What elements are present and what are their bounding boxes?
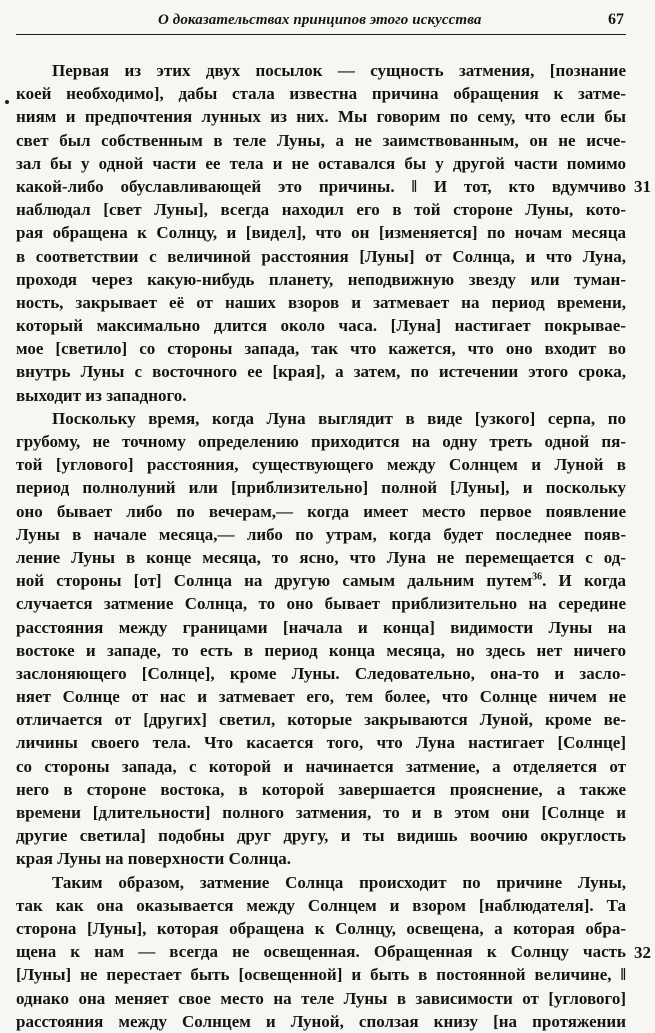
text-line: который максимально длится около часа. [Луна] настигает покрывае- (16, 316, 626, 336)
text-line: него в стороне востока, в которой завершается прояснение, а также (16, 779, 626, 799)
text-line-part: . И когда (542, 571, 626, 591)
running-title: О доказательствах принципов этого искусства (158, 12, 482, 28)
text-line-with-footnote (16, 569, 626, 592)
text-line: востоке и западе, то есть в период конца месяца, но здесь нет ничего (16, 640, 626, 660)
text-line: оно бывает либо по вечерам,— когда имеет место первое появление (16, 501, 626, 521)
text-line: однако она меняет свое место на теле Луны в зависимости от [углового] (16, 988, 626, 1008)
text-line: Поскольку время, когда Луна выглядит в виде [узкого] серпа, по (52, 408, 626, 428)
text-line: той [углового] расстояния, существующего между Солнцем и Луной в (16, 455, 626, 475)
text-line: другие светила] подобны друг другу, и ты видишь воочию округлость (16, 826, 626, 846)
text-line: рая обращена к Солнцу, и [видел], что он [изменяется] по ночам месяца (16, 223, 626, 243)
text-line: ность, закрывает её от наших взоров и затмевает на период времени, (16, 292, 626, 312)
text-line: мое [светило] со стороны запада, так что кажется, что оно входит во (16, 339, 626, 359)
text-line: расстояния между Солнцем и Луной, сползая книзу [на протяжении (16, 1011, 626, 1031)
text-line: ниям и предпочтения лунных из них. Мы говорим по сему, что если бы (16, 107, 626, 127)
text-line: случается затмение Солнца, то оно бывает приблизительно на середине (16, 594, 626, 614)
body-text (16, 59, 626, 1033)
text-line: выходит из западного. (16, 385, 187, 405)
footnote-reference[interactable]: 36 (532, 571, 543, 583)
text-line: грубому, не точному определению приходится на одну треть одной пя- (16, 432, 626, 451)
text-line: наблюдал [свет Луны], всегда находил его в той стороне Луны, кото- (16, 200, 626, 220)
margin-number-31: 31 (634, 177, 651, 196)
page-number: 67 (608, 11, 624, 28)
text-line: [Луны] не перестает быть [освещенной] и быть в постоянной величине, ‖ (16, 965, 626, 985)
margin-dot-mark (5, 100, 9, 104)
text-line: ление Луны в конце месяца, то ясно, что Луна не перемещается с од- (16, 547, 626, 567)
text-line: со стороны запада, с которой и начинается затмение, а отделяется от (16, 756, 626, 776)
text-line: Таким образом, затмение Солнца происходит по причине Луны, (52, 872, 626, 892)
text-line: свет был собственным в теле Луны, а не заимствованным, он не исче- (16, 130, 626, 150)
text-line: заслоняющего [Солнце], кроме Луны. Следовательно, она-то и засло- (16, 663, 626, 683)
text-line: щена к нам — всегда не освещенная. Обращенная к Солнцу часть (16, 942, 626, 962)
text-line: коей необходимо], дабы стала известна причина обращения к затме- (16, 84, 626, 104)
text-line: так как она оказывается между Солнцем и взором [наблюдателя]. Та (16, 895, 626, 915)
text-line: внутрь Луны с восточного ее [края], а затем, по истечении этого срока, (16, 362, 626, 382)
text-line: времени [длительности] полного затмения, то и в этом они [Солнце и (16, 803, 626, 822)
text-line: какой-либо обуславливающей это причины. ‖ И тот, кто вдумчиво (16, 176, 626, 196)
text-line: личины своего тела. Что касается того, что Луна настигает [Солнце] (16, 733, 626, 753)
text-line: сторона [Луны], которая обращена к Солнцу, освещена, а которая обра- (16, 918, 626, 938)
text-line-part: ной стороны [от] Солнца на другую самым дальним путем (16, 571, 533, 591)
text-line: расстояния между границами [начала и конца] видимости Луны на (16, 617, 626, 637)
text-line: зал бы у одной части ее тела и не оставался бы у другой части помимо (16, 153, 626, 173)
text-line: края Луны на поверхности Солнца. (16, 849, 292, 869)
text-line: проходя через какую-нибудь планету, неподвижную звезду или туман- (16, 269, 626, 289)
running-header (16, 10, 626, 35)
margin-number-32: 32 (634, 943, 651, 962)
text-line: няет Солнце от нас и затмевает его, тем более, что Солнце ничем не (16, 687, 626, 707)
text-line: в соответствии с величиной расстояния [Луны] от Солнца, и что Луна, (16, 246, 626, 266)
text-line: Первая из этих двух посылок — сущность затмения, [познание (52, 61, 626, 80)
text-line: период полнолуний или [приблизительно] полной [Луны], и поскольку (16, 478, 626, 498)
text-line: отличается от [других] светил, которые закрываются Луной, кроме ве- (16, 710, 626, 730)
text-line: Луны в начале месяца,— либо по утрам, когда будет последнее появ- (16, 524, 626, 544)
